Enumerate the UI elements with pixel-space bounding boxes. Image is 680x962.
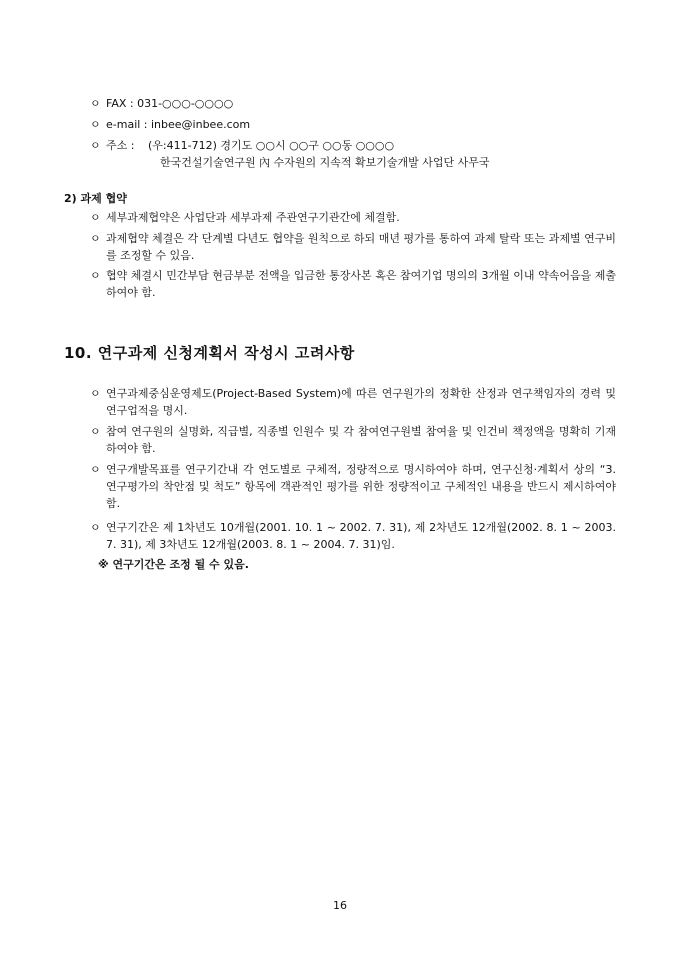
consideration-item-2: 참여 연구원의 실명화, 직급별, 직종별 인원수 및 각 참여연구원별 참여율 및 인건비 책정액을 명확히 기재하여야 함. <box>106 425 616 455</box>
address-line-2: 한국건설기술연구원 內 수자원의 지속적 확보기술개발 사업단 사무국 <box>160 156 490 169</box>
contract-item-3: 협약 체결시 민간부담 현금부분 전액을 입금한 통장사본 혹은 참여기업 명의의 3개월 이내 약속어음을 제출하여야 함. <box>106 269 616 299</box>
consideration-item-4: 연구기간은 제 1차년도 10개월(2001. 10. 1 ~ 2002. 7. 31), 제 2차년도 12개월(2002. 8. 1 ~ 2003. 7. 31), 제 3차년도 12개월(2003. 8. 1 ~ 2004. 7. 31)임. <box>106 521 616 551</box>
contract-item-2: 과제협약 체결은 각 단계별 다년도 협약을 원칙으로 하되 매년 평가를 통하여 과제 탈락 또는 과제별 연구비를 조정할 수 있음. <box>106 232 616 262</box>
contract-item-1: 세부과제협약은 사업단과 세부과제 주관연구기관간에 체결함. <box>106 211 400 224</box>
address-line-1: (우:411-712) 경기도 ○○시 ○○구 ○○동 ○○○○ <box>148 139 395 152</box>
section-heading-considerations: 10. 연구과제 신청계획서 작성시 고려사항 <box>64 344 355 362</box>
section-heading-contract: 2) 과제 협약 <box>64 192 127 205</box>
bullet-icon: ㅇ <box>90 521 101 534</box>
consideration-item-3: 연구개발목표를 연구기간내 각 연도별로 구체적, 정량적으로 명시하여야 하며, 연구신청·계획서 상의 “3. 연구평가의 착안점 및 척도” 항목에 객관적인 평가를 위한 정량적이고 구체적인 내용을 반드시 제시하여야 함. <box>106 463 616 510</box>
bullet-icon: ㅇ <box>90 425 101 438</box>
period-note: ※ 연구기간은 조정 될 수 있음. <box>98 558 249 571</box>
page-number: 16 <box>333 899 347 912</box>
email-line: e-mail : inbee@inbee.com <box>106 118 251 131</box>
bullet-icon: ㅇ <box>90 387 101 400</box>
bullet-icon: ㅇ <box>90 118 101 131</box>
bullet-icon: ㅇ <box>90 463 101 476</box>
bullet-icon: ㅇ <box>90 232 101 245</box>
bullet-icon: ㅇ <box>90 269 101 282</box>
bullet-icon: ㅇ <box>90 97 101 110</box>
bullet-icon: ㅇ <box>90 139 101 152</box>
fax-line: FAX : 031-○○○-○○○○ <box>106 97 234 110</box>
address-label: 주소 : <box>106 139 135 152</box>
bullet-icon: ㅇ <box>90 211 101 224</box>
consideration-item-1: 연구과제중심운영제도(Project-Based System)에 따른 연구원가의 정확한 산정과 연구책임자의 경력 및 연구업적을 명시. <box>106 387 616 417</box>
